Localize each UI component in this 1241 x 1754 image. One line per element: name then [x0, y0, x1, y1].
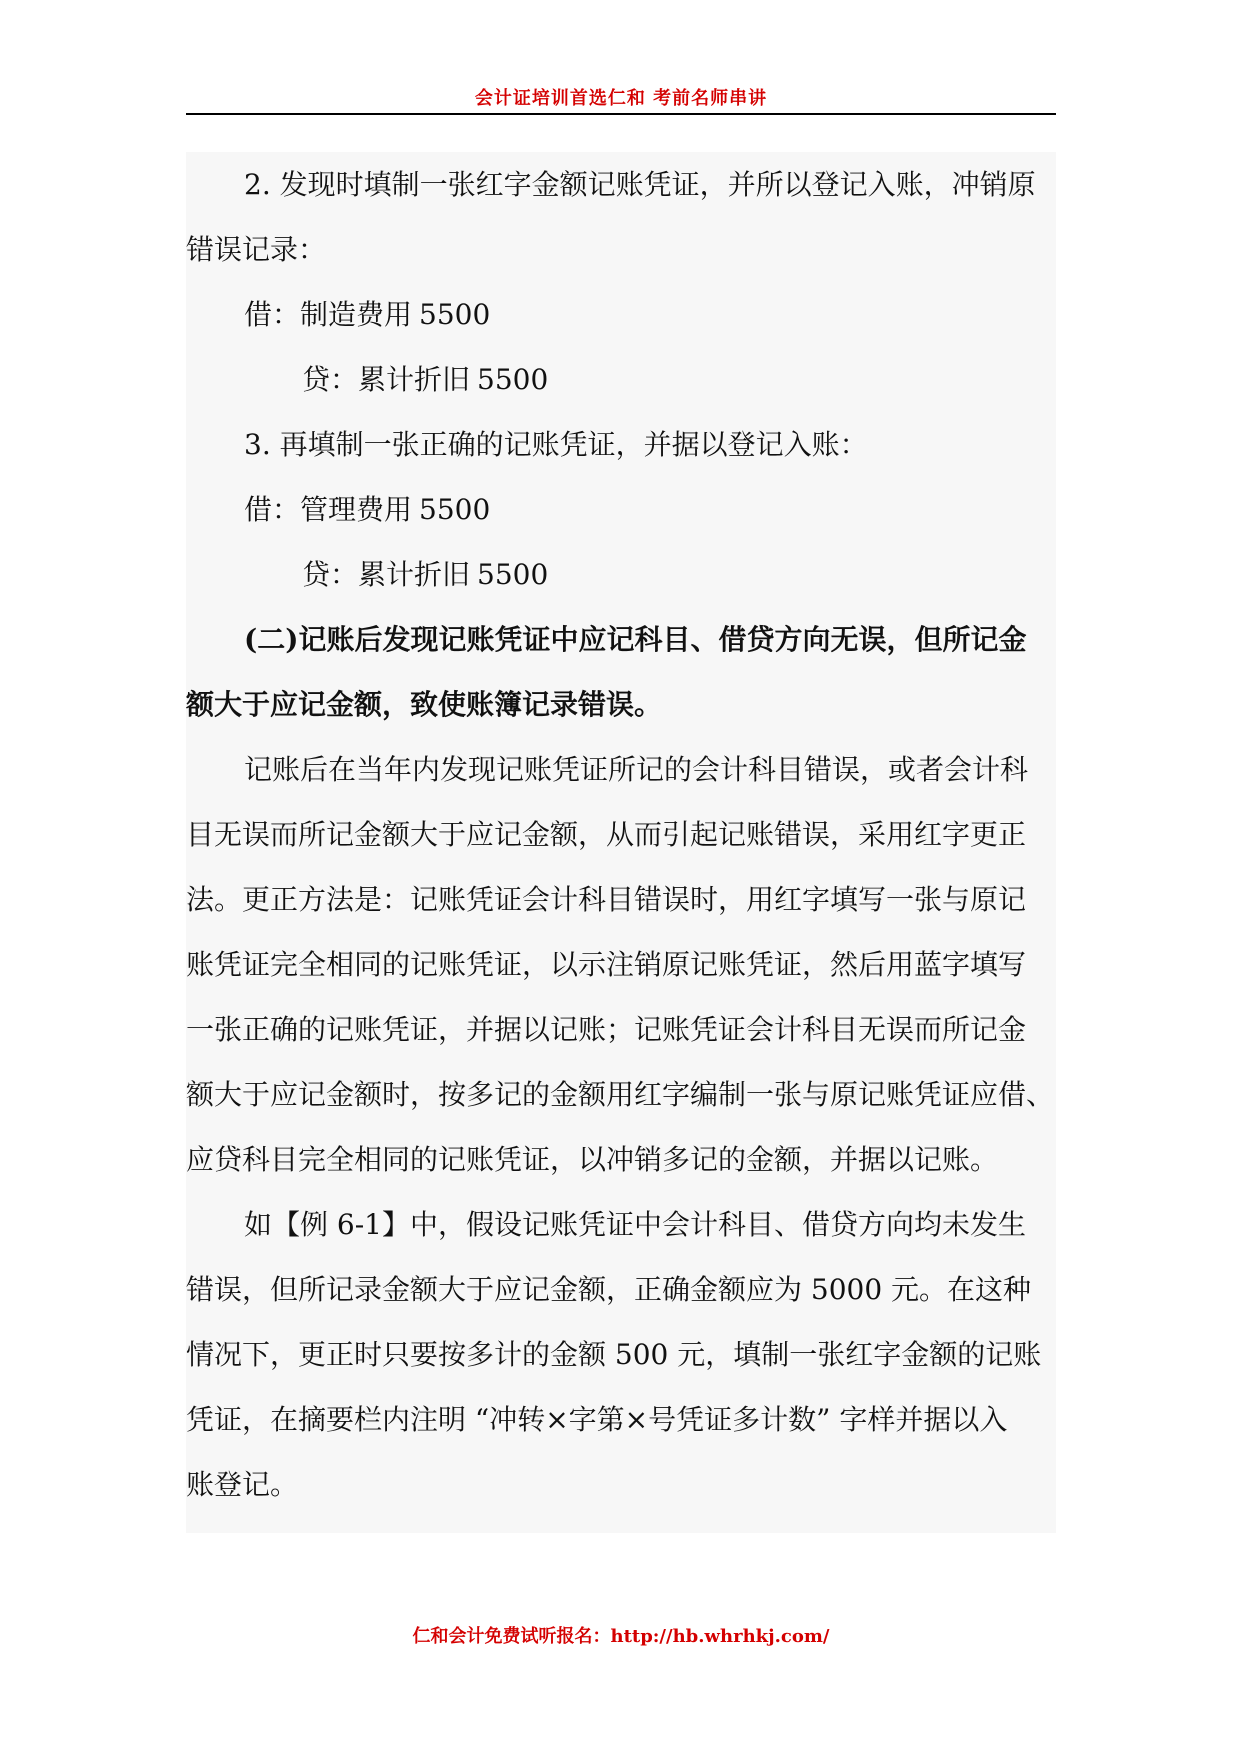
amount: 5500 — [477, 558, 549, 591]
header-divider — [186, 113, 1056, 115]
journal-entry-credit — [186, 542, 1056, 607]
amount: 5500 — [419, 298, 491, 331]
paragraph-line: 额大于应记金额时，按多记的金额用红字编制一张与原记账凭证应借、 — [186, 1078, 1055, 1111]
paragraph-line: 应贷科目完全相同的记账凭证，以冲销多记的金额，并据以记账。 — [186, 1143, 999, 1176]
paragraph-line: 如【例 6-1】中，假设记账凭证中会计科目、借贷方向均未发生 — [244, 1208, 1026, 1241]
amount: 5500 — [477, 363, 549, 396]
paragraph-line: 法。更正方法是：记账凭证会计科目错误时，用红字填写一张与原记 — [186, 883, 1027, 916]
journal-entry-debit — [186, 477, 1056, 542]
section-heading: (二)记账后发现记账凭证中应记科目、借贷方向无误，但所记金 — [244, 623, 1027, 656]
paragraph-line: 账凭证完全相同的记账凭证，以示注销原记账凭证，然后用蓝字填写 — [186, 948, 1027, 981]
paragraph-line: 3. 再填制一张正确的记账凭证，并据以登记入账： — [244, 428, 868, 461]
account-name: 借：管理费用 — [244, 493, 413, 526]
paragraph-line: 情况下，更正时只要按多计的金额 500 元，填制一张红字金额的记账 — [186, 1338, 1042, 1371]
paragraph-line: 凭证，在摘要栏内注明 “冲转×字第×号凭证多计数” 字样并据以入 — [186, 1403, 1008, 1436]
page-header: 会计证培训首选仁和 考前名师串讲 — [474, 88, 768, 109]
paragraph-line: 2. 发现时填制一张红字金额记账凭证，并所以登记入账，冲销原 — [244, 168, 1036, 201]
journal-entry-credit — [186, 347, 1056, 412]
account-name: 借：制造费用 — [244, 298, 413, 331]
paragraph-line: 错误，但所记录金额大于应记金额，正确金额应为 5000 元。在这种 — [186, 1273, 1032, 1306]
account-name: 贷：累计折旧 — [302, 558, 471, 591]
amount: 5500 — [419, 493, 491, 526]
page-footer: 仁和会计免费试听报名：http://hb.whrhkj.com/ — [412, 1626, 830, 1647]
account-name: 贷：累计折旧 — [302, 363, 471, 396]
journal-entry-debit — [186, 282, 1056, 347]
document-body — [186, 152, 1056, 1533]
paragraph-line: 目无误而所记金额大于应记金额，从而引起记账错误，采用红字更正 — [186, 818, 1027, 851]
paragraph-line: 账登记。 — [186, 1468, 299, 1501]
paragraph-line: 记账后在当年内发现记账凭证所记的会计科目错误，或者会计科 — [244, 753, 1029, 786]
paragraph-line: 一张正确的记账凭证，并据以记账；记账凭证会计科目无误而所记金 — [186, 1013, 1027, 1046]
paragraph-line: 错误记录： — [186, 233, 327, 266]
section-heading: 额大于应记金额，致使账簿记录错误。 — [186, 688, 663, 721]
